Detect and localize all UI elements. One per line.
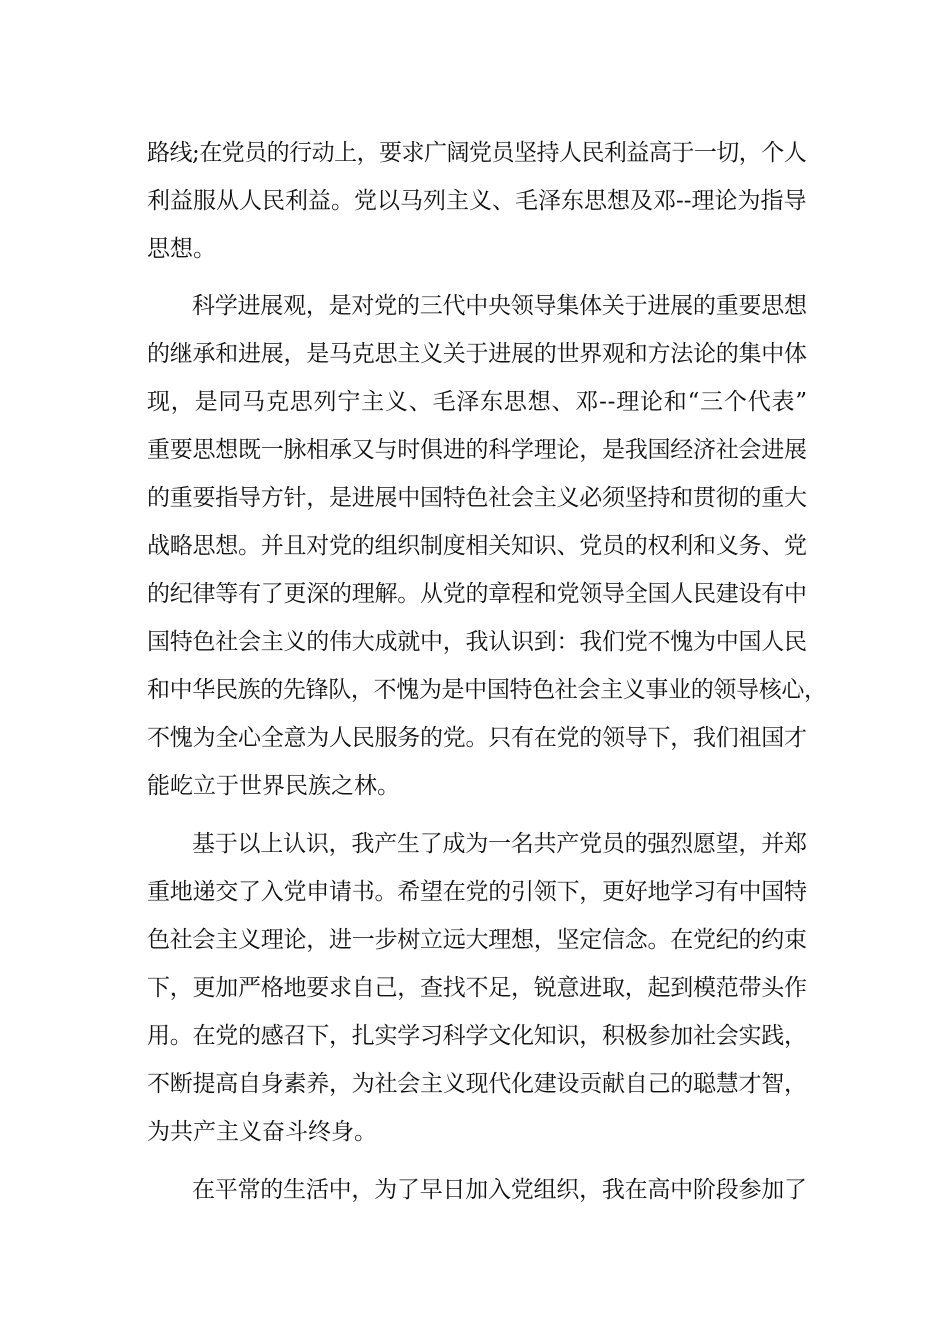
text-line: 思想。 xyxy=(147,236,216,262)
text-line: 的纪律等有了更深的理解。从党的章程和党领导全国人民建设有中 xyxy=(147,581,807,607)
text-line: 色社会主义理论，进一步树立远大理想，坚定信念。在党纪的约束 xyxy=(147,927,807,953)
text-line: 在平常的生活中，为了早日加入党组织，我在高中阶段参加了 xyxy=(192,1177,807,1203)
text-line: 重要思想既一脉相承又与时俱进的科学理论，是我国经济社会进展 xyxy=(147,437,807,463)
text-line: 基于以上认识，我产生了成为一名共产党员的强烈愿望，并郑 xyxy=(192,831,807,857)
text-line: 为共产主义奋斗终身。 xyxy=(147,1119,377,1145)
text-line: 用。在党的感召下，扎实学习科学文化知识，积极参加社会实践， xyxy=(147,1023,807,1049)
text-line: 下，更加严格地要求自己，查找不足，锐意进取，起到模范带头作 xyxy=(147,975,807,1001)
text-line: 和中华民族的先锋队，不愧为是中国特色社会主义事业的领导核心， xyxy=(147,677,827,703)
text-line: 不断提高自身素养，为社会主义现代化建设贡献自己的聪慧才智， xyxy=(147,1071,807,1097)
text-line: 战略思想。并且对党的组织制度相关知识、党员的权利和义务、党 xyxy=(147,533,807,559)
text-line: 利益服从人民利益。党以马列主义、毛泽东思想及邓--理论为指导 xyxy=(147,188,807,214)
text-line: 的重要指导方针，是进展中国特色社会主义必须坚持和贯彻的重大 xyxy=(147,485,807,511)
text-line: 的继承和进展，是马克思主义关于进展的世界观和方法论的集中体 xyxy=(147,341,807,367)
text-line: 路线;在党员的行动上，要求广阔党员坚持人民利益高于一切，个人 xyxy=(147,140,807,166)
text-line: 国特色社会主义的伟大成就中，我认识到：我们党不愧为中国人民 xyxy=(147,629,807,655)
text-line: 不愧为全心全意为人民服务的党。只有在党的领导下，我们祖国才 xyxy=(147,725,807,751)
text-line: 重地递交了入党申请书。希望在党的引领下，更好地学习有中国特 xyxy=(147,879,807,905)
text-line: 科学进展观，是对党的三代中央领导集体关于进展的重要思想 xyxy=(192,293,807,319)
text-line: 能屹立于世界民族之林。 xyxy=(147,773,400,799)
text-line: 现，是同马克思列宁主义、毛泽东思想、邓--理论和“三个代表” xyxy=(147,389,808,415)
